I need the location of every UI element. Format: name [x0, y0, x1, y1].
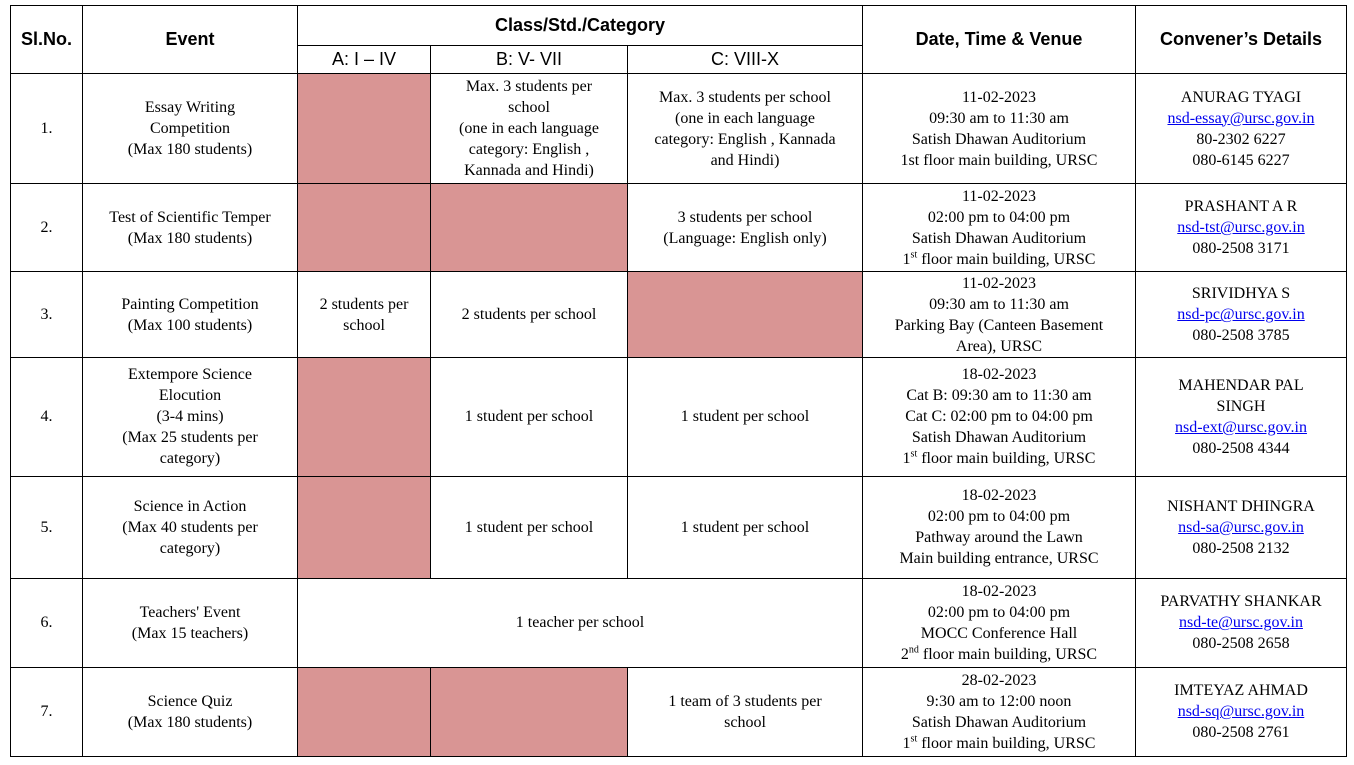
convener-email-link[interactable]: nsd-tst@ursc.gov.in — [1177, 219, 1305, 237]
event-name: Extempore Science Elocution (3-4 mins) (Max 25 students per category) — [83, 358, 298, 476]
convener-cell — [1136, 184, 1347, 272]
convener-name: MAHENDAR PAL — [1178, 376, 1304, 394]
event-name: Painting Competition (Max 100 students) — [83, 272, 298, 358]
category-c-cell: 1 team of 3 students per school — [628, 667, 863, 756]
not-applicable-cell — [298, 358, 431, 476]
convener-name: PARVATHY SHANKAR — [1160, 593, 1322, 611]
table-row — [11, 184, 1347, 272]
event-name: Test of Scientific Temper (Max 180 students) — [83, 184, 298, 272]
convener-phone: 080-2508 2132 — [1192, 539, 1290, 557]
convener-email-link[interactable]: nsd-sq@ursc.gov.in — [1177, 703, 1305, 721]
row-slno: 1. — [11, 74, 83, 184]
event-name: Essay Writing Competition (Max 180 students) — [83, 74, 298, 184]
convener-email-link[interactable]: nsd-te@ursc.gov.in — [1179, 614, 1303, 632]
venue-cell: 18-02-2023 02:00 pm to 04:00 pm MOCC Conference Hall 2nd floor main building, URSC — [863, 578, 1136, 667]
table-row — [11, 476, 1347, 578]
convener-cell — [1136, 272, 1347, 358]
category-c-cell: Max. 3 students per school (one in each language category: English , Kannada and Hindi) — [628, 74, 863, 184]
header-date-time-venue: Date, Time & Venue — [863, 6, 1136, 74]
venue-cell: 18-02-2023 Cat B: 09:30 am to 11:30 am Cat C: 02:00 pm to 04:00 pm Satish Dhawan Auditorium 1st floor main building, URSC — [863, 358, 1136, 476]
all-categories-cell: 1 teacher per school — [298, 578, 863, 667]
convener-name: NISHANT DHINGRA — [1167, 497, 1315, 515]
convener-name: IMTEYAZ AHMAD — [1174, 682, 1308, 700]
category-b-cell: Max. 3 students per school (one in each language category: English , Kannada and Hindi) — [431, 74, 628, 184]
not-applicable-cell — [298, 184, 431, 272]
event-name: Teachers' Event (Max 15 teachers) — [83, 578, 298, 667]
venue-cell: 28-02-2023 9:30 am to 12:00 noon Satish Dhawan Auditorium 1st floor main building, URSC — [863, 667, 1136, 756]
table-row — [11, 272, 1347, 358]
header-category-c: C: VIII-X — [628, 46, 863, 74]
not-applicable-cell — [628, 272, 863, 358]
convener-phone: 080-2508 3785 — [1192, 327, 1290, 345]
convener-name: SRIVIDHYA S — [1191, 285, 1291, 303]
convener-cell — [1136, 74, 1347, 184]
event-name: Science in Action (Max 40 students per category) — [83, 476, 298, 578]
convener-cell — [1136, 578, 1347, 667]
row-slno: 3. — [11, 272, 83, 358]
convener-name: SINGH — [1216, 397, 1266, 415]
convener-phone: 080-6145 6227 — [1192, 151, 1290, 169]
venue-cell: 11-02-2023 09:30 am to 11:30 am Satish Dhawan Auditorium 1st floor main building, URSC — [863, 74, 1136, 184]
convener-cell — [1136, 476, 1347, 578]
convener-email-link[interactable]: nsd-sa@ursc.gov.in — [1178, 518, 1304, 536]
category-b-cell: 1 student per school — [431, 476, 628, 578]
convener-email-link[interactable]: nsd-essay@ursc.gov.in — [1167, 109, 1315, 127]
not-applicable-cell — [298, 667, 431, 756]
category-b-cell: 1 student per school — [431, 358, 628, 476]
venue-cell: 11-02-2023 09:30 am to 11:30 am Parking Bay (Canteen Basement Area), URSC — [863, 272, 1136, 358]
row-slno: 7. — [11, 667, 83, 756]
convener-phone: 080-2508 4344 — [1192, 439, 1290, 457]
convener-phone: 080-2508 3171 — [1192, 240, 1290, 258]
not-applicable-cell — [431, 184, 628, 272]
header-class-category: Class/Std./Category — [298, 6, 863, 46]
row-slno: 4. — [11, 358, 83, 476]
convener-phone: 080-2508 2761 — [1192, 724, 1290, 742]
category-b-cell: 2 students per school — [431, 272, 628, 358]
convener-phone: 80-2302 6227 — [1196, 130, 1286, 148]
category-c-cell: 1 student per school — [628, 476, 863, 578]
table-row — [11, 667, 1347, 756]
table-row — [11, 358, 1347, 476]
not-applicable-cell — [431, 667, 628, 756]
not-applicable-cell — [298, 476, 431, 578]
row-slno: 6. — [11, 578, 83, 667]
table-row — [11, 74, 1347, 184]
category-c-cell: 1 student per school — [628, 358, 863, 476]
table-row — [11, 578, 1347, 667]
event-name: Science Quiz (Max 180 students) — [83, 667, 298, 756]
venue-cell: 18-02-2023 02:00 pm to 04:00 pm Pathway around the Lawn Main building entrance, URSC — [863, 476, 1136, 578]
convener-phone: 080-2508 2658 — [1192, 635, 1290, 653]
row-slno: 5. — [11, 476, 83, 578]
convener-cell — [1136, 667, 1347, 756]
header-category-b: B: V- VII — [431, 46, 628, 74]
header-convener-details: Convener’s Details — [1136, 6, 1347, 74]
events-schedule-table — [10, 5, 1347, 757]
category-a-cell: 2 students per school — [298, 272, 431, 358]
header-event: Event — [83, 6, 298, 74]
row-slno: 2. — [11, 184, 83, 272]
convener-cell — [1136, 358, 1347, 476]
convener-email-link[interactable]: nsd-ext@ursc.gov.in — [1175, 418, 1307, 436]
header-slno: Sl.No. — [11, 6, 83, 74]
convener-name: ANURAG TYAGI — [1180, 88, 1302, 106]
not-applicable-cell — [298, 74, 431, 184]
convener-email-link[interactable]: nsd-pc@ursc.gov.in — [1177, 306, 1305, 324]
header-category-a: A: I – IV — [298, 46, 431, 74]
convener-name: PRASHANT A R — [1184, 198, 1298, 216]
category-c-cell: 3 students per school (Language: English only) — [628, 184, 863, 272]
venue-cell: 11-02-2023 02:00 pm to 04:00 pm Satish Dhawan Auditorium 1st floor main building, URSC — [863, 184, 1136, 272]
